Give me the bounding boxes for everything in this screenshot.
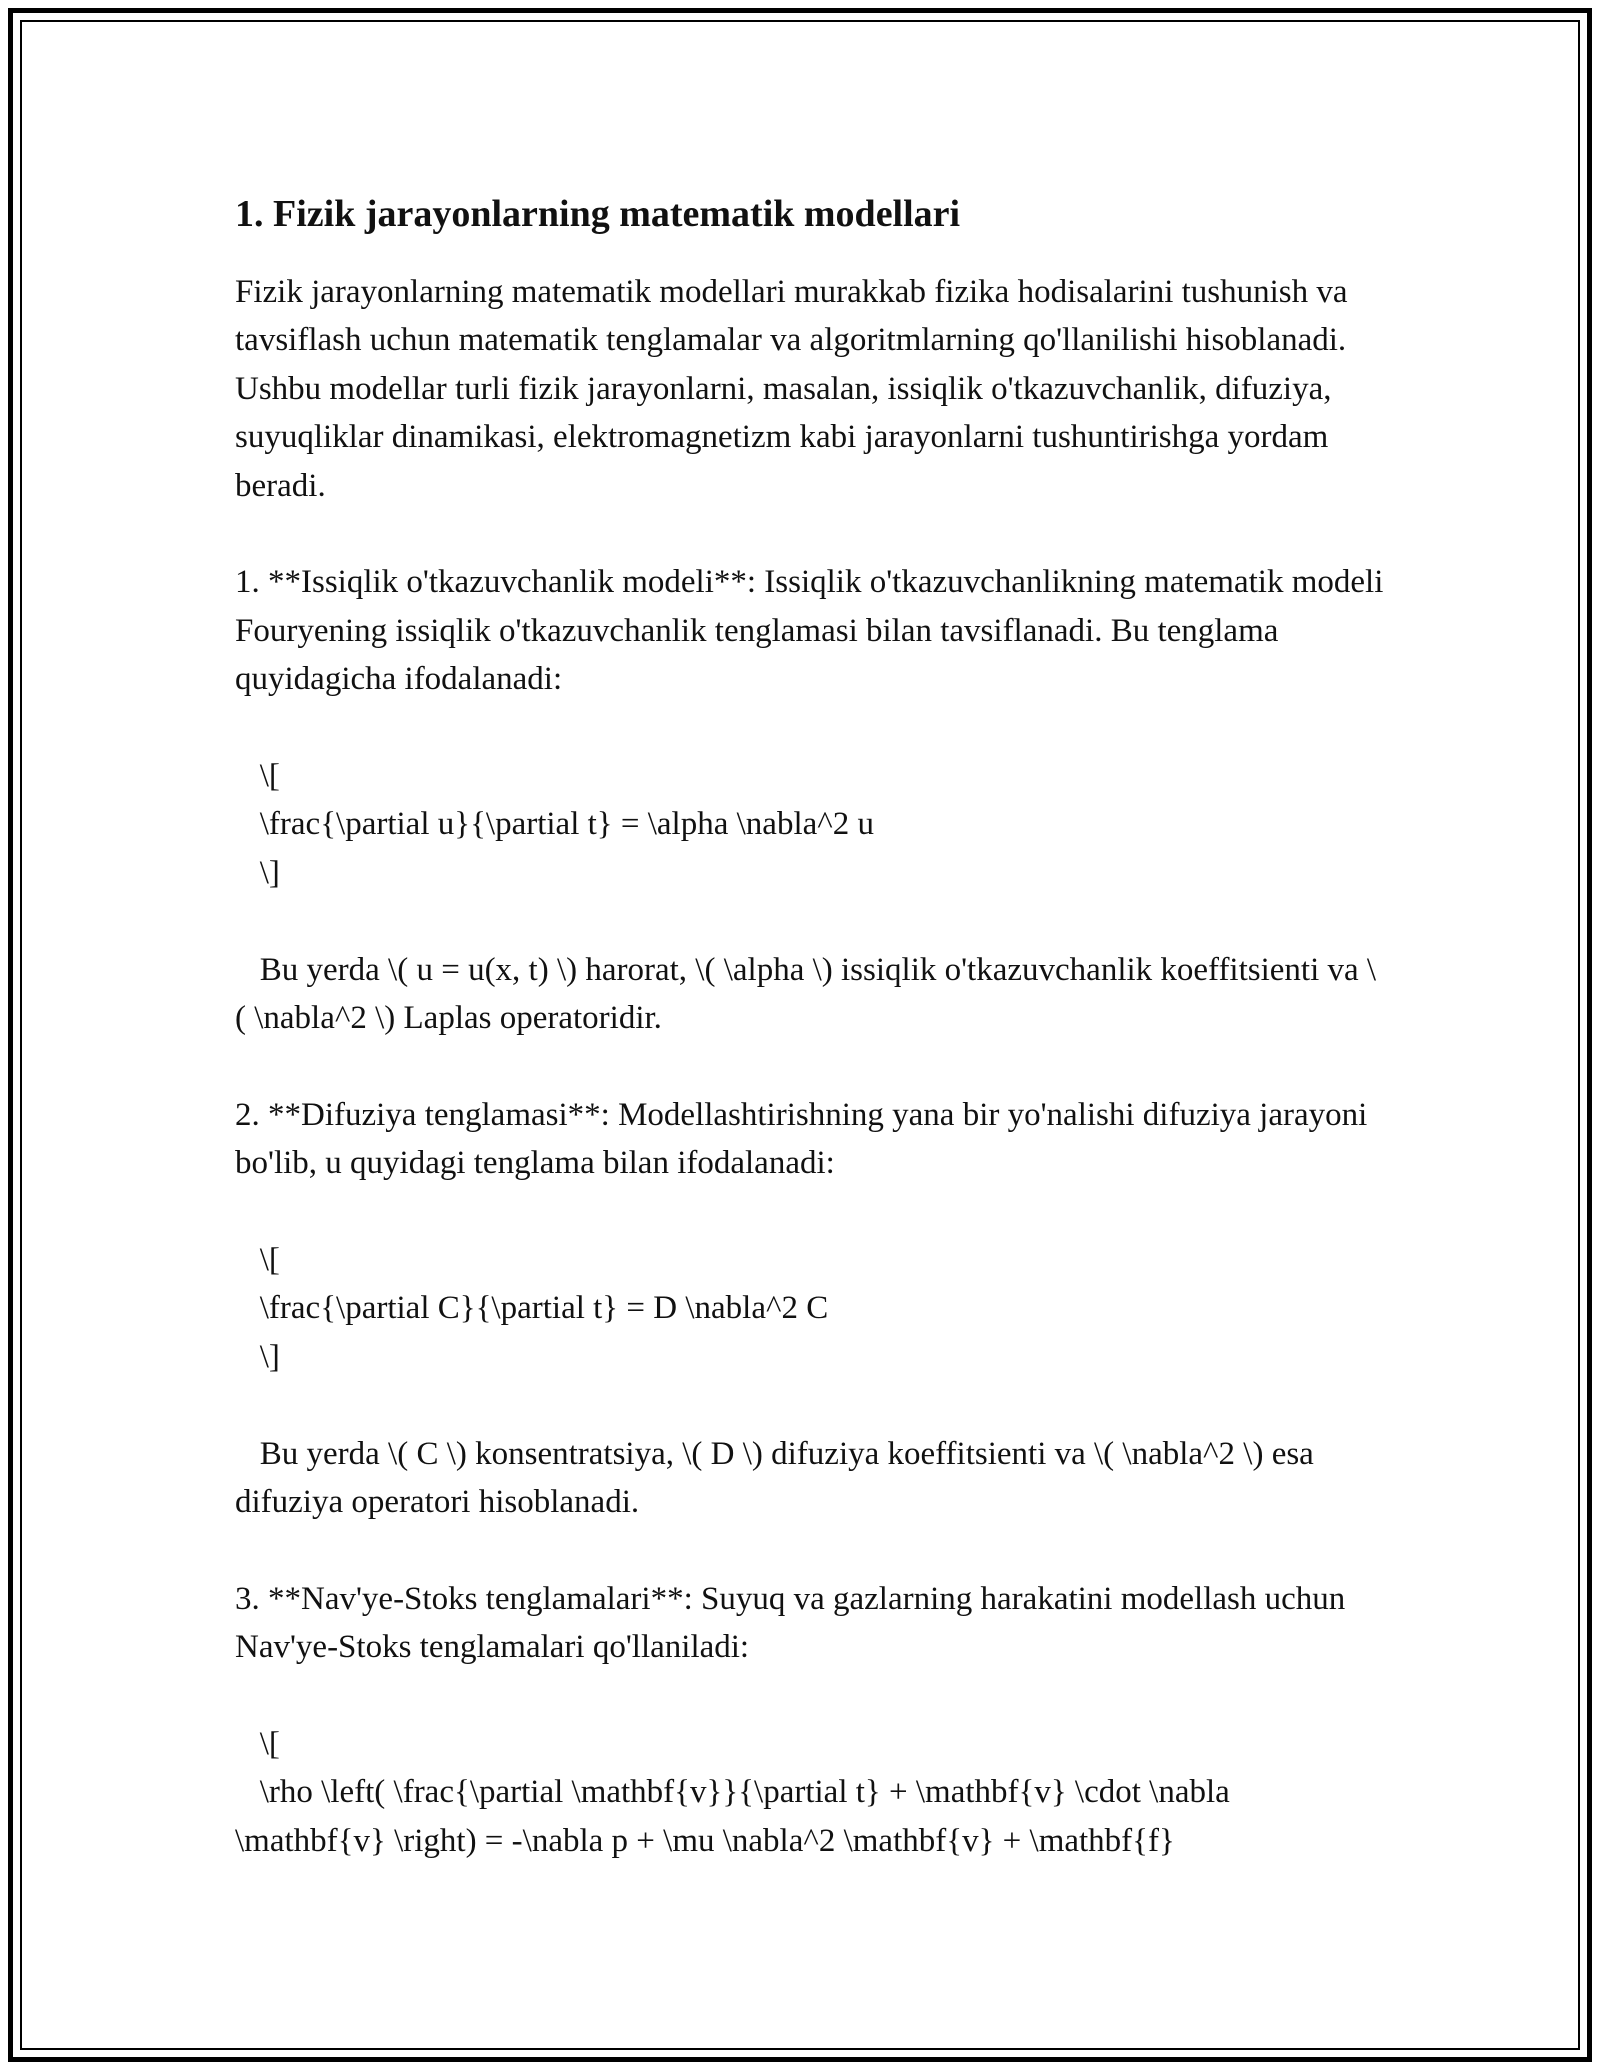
blank-line	[235, 510, 1385, 558]
blank-line	[235, 1672, 1385, 1720]
diffusion-equation-close: \]	[235, 1338, 280, 1375]
blank-line	[235, 1188, 1385, 1236]
diffusion-equation: \frac{\partial C}{\partial t} = D \nabla^2 C	[235, 1290, 829, 1327]
document-title: 1. Fizik jarayonlarning matematik modellari	[235, 193, 961, 235]
heat-equation: \frac{\partial u}{\partial t} = \alpha \nabla^2 u	[235, 806, 874, 843]
navier-stokes-equation: \rho \left( \frac{\partial \mathbf{v}}{\partial t} + \mathbf{v} \cdot \nabla \mathbf{v} \right) = -\nabla p + \mu \nabla^2 \mathbf{v} + \mathbf{f}	[235, 1774, 1239, 1859]
navier-stokes-paragraph: 3. **Nav'ye-Stoks tenglamalari**: Suyuq va gazlarning harakatini modellash uchun Nav'ye-Stoks tenglamalari qo'llaniladi:	[235, 1580, 1354, 1666]
blank-line	[235, 704, 1385, 752]
blank-line	[235, 897, 1385, 945]
diffusion-explanation: Bu yerda \( C \) konsentratsiya, \( D \) difuziya koeffitsienti va \( \nabla^2 \) esa difuziya operatori hisoblanadi.	[235, 1435, 1323, 1521]
heat-equation-open: \[	[235, 758, 280, 795]
heat-explanation: Bu yerda \( u = u(x, t) \) harorat, \( \alpha \) issiqlik o'tkazuvchanlik koeffitsienti va \( \nabla^2 \) Laplas operatoridir.	[235, 951, 1377, 1037]
blank-line	[235, 1381, 1385, 1429]
blank-line	[235, 1042, 1385, 1090]
diffusion-equation-open: \[	[235, 1242, 280, 1279]
intro-paragraph: Fizik jarayonlarning matematik modellari murakkab fizika hodisalarini tushunish va tavsiflash uchun matematik tenglamalar va algoritmlarning qo'llanilishi hisoblanadi. Ushbu modellar turli fizik jarayonlarni, masalan, issiqlik o'tkazuvchanlik, difuziya, suyuqliklar dinamikasi, elektromagnetizm kabi jarayonlarni tushuntirishga yordam beradi.	[235, 274, 1356, 504]
document-body	[235, 186, 1392, 1865]
heat-equation-close: \]	[235, 854, 280, 891]
diffusion-paragraph: 2. **Difuziya tenglamasi**: Modellashtirishning yana bir yo'nalishi difuziya jarayoni bo'lib, u quyidagi tenglama bilan ifodalanadi:	[235, 1096, 1376, 1182]
navier-stokes-equation-open: \[	[235, 1726, 280, 1763]
blank-line	[235, 1526, 1385, 1574]
heat-model-paragraph: 1. **Issiqlik o'tkazuvchanlik modeli**: Issiqlik o'tkazuvchanlikning matematik modeli Fouryening issiqlik o'tkazuvchanlik tenglamasi bilan tavsiflanadi. Bu tenglama quyidagicha ifodalanadi:	[235, 564, 1392, 698]
